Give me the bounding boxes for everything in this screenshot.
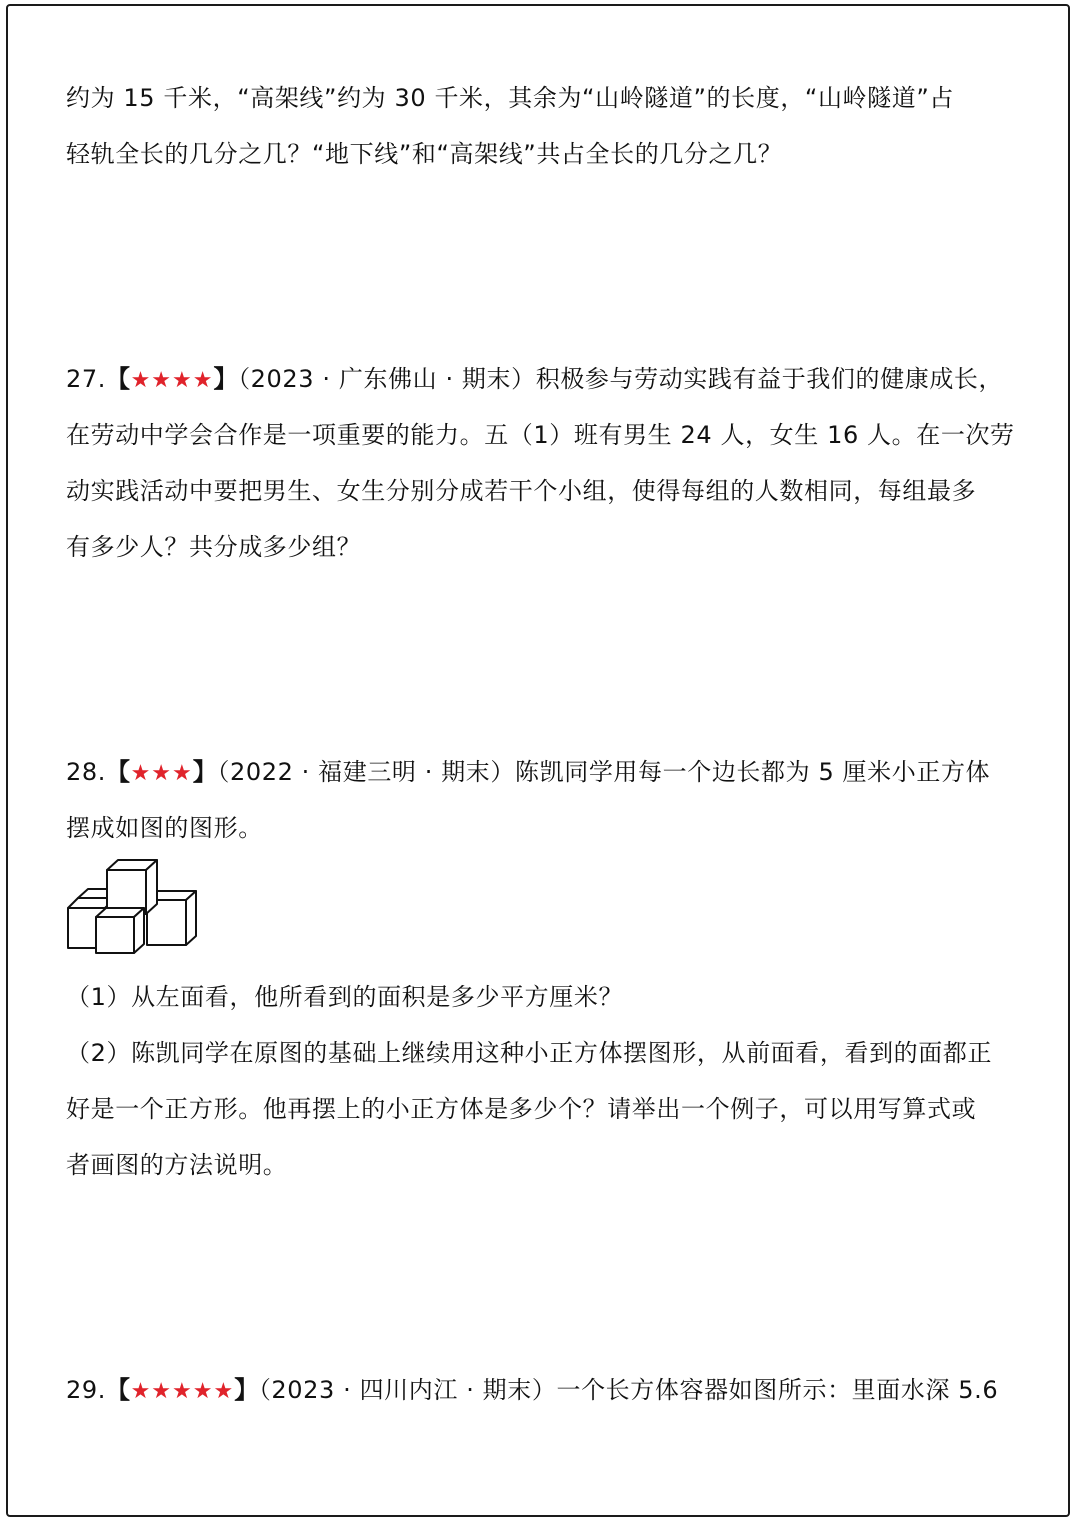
problem-28-line: 摆成如图的图形。: [66, 814, 263, 842]
problem-source: （2023 · 广东佛山 · 期末）: [238, 365, 536, 393]
problem-source: （2022 · 福建三明 · 期末）: [217, 758, 516, 786]
problem-29-header: 29.【★★★★★】（2023 · 四川内江 · 期末）一个长方体容器如图所示：里面水深 5.6: [66, 1376, 999, 1404]
problem-text: 一个长方体容器如图所示：里面水深 5.6: [556, 1376, 999, 1404]
cube-front: [96, 908, 144, 953]
problem-number: 29.: [66, 1376, 106, 1404]
problem-28-subquestion-1: （1）从左面看，他所看到的面积是多少平方厘米？: [66, 983, 624, 1011]
problem-28-subquestion-2: （2）陈凯同学在原图的基础上继续用这种小正方体摆图形，从前面看，看到的面都正: [66, 1039, 993, 1067]
difficulty-stars: ★★★★: [130, 368, 214, 393]
difficulty-stars: ★★★★★: [130, 1379, 235, 1404]
problem-text: 陈凯同学用每一个边长都为 5 厘米小正方体: [515, 758, 991, 786]
problem-27-line: 动实践活动中要把男生、女生分别分成若干个小组，使得每组的人数相同，每组最多: [66, 477, 977, 505]
difficulty-stars: ★★★: [130, 761, 193, 786]
problem-27-line: 有多少人？共分成多少组？: [66, 533, 362, 561]
problem-27-line: 在劳动中学会合作是一项重要的能力。五（1）班有男生 24 人，女生 16 人。在一次劳: [66, 421, 1015, 449]
problem-number: 28.: [66, 758, 106, 786]
problem-28-header: 28.【★★★】（2022 · 福建三明 · 期末）陈凯同学用每一个边长都为 5 厘米小正方体: [66, 758, 991, 786]
prev-problem-line-2: 轻轨全长的几分之几？“地下线”和“高架线”共占全长的几分之几？: [66, 140, 783, 168]
prev-problem-line-1: 约为 15 千米，“高架线”约为 30 千米，其余为“山岭隧道”的长度，“山岭隧道”占: [66, 84, 954, 112]
problem-28-subquestion-2-cont: 者画图的方法说明。: [66, 1151, 288, 1179]
problem-number: 27.: [66, 365, 106, 393]
problem-source: （2023 · 四川内江 · 期末）: [258, 1376, 557, 1404]
cube-top: [107, 860, 157, 914]
problem-text: 积极参与劳动实践有益于我们的健康成长，: [535, 365, 1004, 393]
problem-28-subquestion-2-cont: 好是一个正方形。他再摆上的小正方体是多少个？请举出一个例子，可以用写算式或: [66, 1095, 977, 1123]
cube-stack-figure: [64, 858, 204, 954]
problem-27-header: 27.【★★★★】（2023 · 广东佛山 · 期末）积极参与劳动实践有益于我们的健康成长，: [66, 365, 1004, 393]
